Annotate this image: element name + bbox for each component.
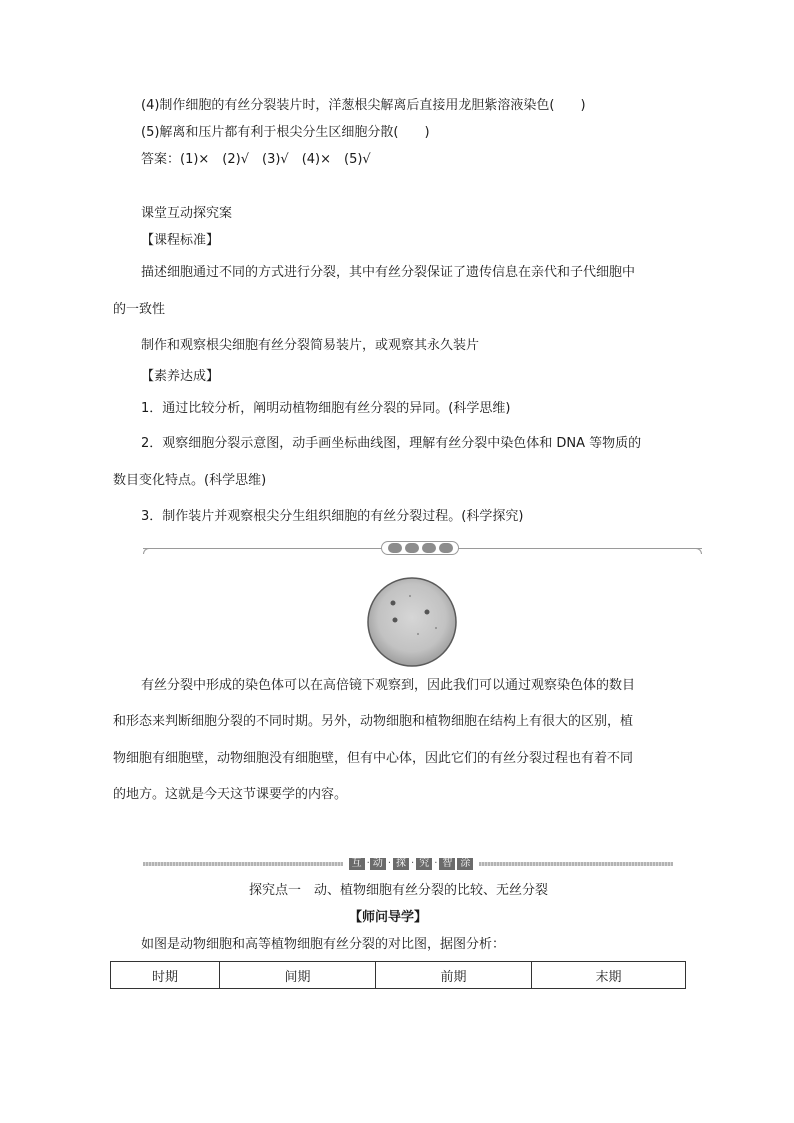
explore-title: 探究点一 动、植物细胞有丝分裂的比较、无丝分裂: [249, 883, 549, 898]
section-divider-banner: [143, 541, 702, 557]
intro-line-1: 有丝分裂中形成的染色体可以在高倍镜下观察到，因此我们可以通过观察染色体的数目: [141, 678, 636, 693]
literacy-item-3: 3．制作装片并观察根尖分生组织细胞的有丝分裂过程。(科学探究): [141, 509, 524, 524]
banner-char: 涂: [457, 858, 473, 870]
section-title: 课堂互动探究案: [141, 206, 233, 221]
interactive-explore-banner: 互 · 动 · 探 · 究 · 智 涂: [143, 860, 673, 870]
literacy-heading: 【素养达成】: [141, 369, 220, 384]
microscope-field-image: [366, 576, 458, 668]
table-header-row: [111, 962, 686, 989]
table-header-cell: 末期: [532, 962, 686, 989]
banner-tag-icon: [381, 541, 459, 555]
standard-para1-line1: 描述细胞通过不同的方式进行分裂，其中有丝分裂保证了遗传信息在亲代和子代细胞中: [141, 265, 636, 280]
explore-prompt: 如图是动物细胞和高等植物细胞有丝分裂的对比图，据图分析：: [141, 937, 506, 952]
banner-char: 智: [439, 858, 455, 870]
literacy-item-1: 1．通过比较分析，阐明动植物细胞有丝分裂的异同。(科学思维): [141, 401, 511, 416]
intro-line-2: 和形态来判断细胞分裂的不同时期。另外，动物细胞和植物细胞在结构上有很大的区别，植: [113, 714, 634, 729]
question-4: (4)制作细胞的有丝分裂装片时，洋葱根尖解离后直接用龙胆紫溶液染色( ): [141, 98, 586, 113]
comparison-table: [110, 961, 686, 989]
standard-para2: 制作和观察根尖细胞有丝分裂简易装片，或观察其永久装片: [141, 338, 480, 353]
intro-line-4: 的地方。这就是今天这节课要学的内容。: [113, 787, 348, 802]
intro-line-3: 物细胞有细胞壁，动物细胞没有细胞壁，但有中心体，因此它们的有丝分裂过程也有着不同: [113, 751, 634, 766]
literacy-item-2-line2: 数目变化特点。(科学思维): [113, 473, 267, 488]
banner-char: 互: [349, 858, 365, 870]
banner-char: 动: [370, 858, 386, 870]
table-header-cell: 间期: [220, 962, 376, 989]
banner-char: 究: [416, 858, 432, 870]
question-5: (5)解离和压片都有利于根尖分生区细胞分散( ): [141, 125, 430, 140]
explore-subheading: 【师问导学】: [349, 910, 428, 925]
banner-char: 探: [393, 858, 409, 870]
literacy-item-2-line1: 2．观察细胞分裂示意图，动手画坐标曲线图，理解有丝分裂中染色体和 DNA 等物质的: [141, 436, 642, 451]
table-header-cell: 时期: [111, 962, 220, 989]
standard-heading: 【课程标准】: [141, 233, 220, 248]
answer-line: 答案：(1)× (2)√ (3)√ (4)× (5)√: [141, 152, 371, 167]
table-header-cell: 前期: [376, 962, 532, 989]
standard-para1-line2: 的一致性: [113, 302, 166, 317]
